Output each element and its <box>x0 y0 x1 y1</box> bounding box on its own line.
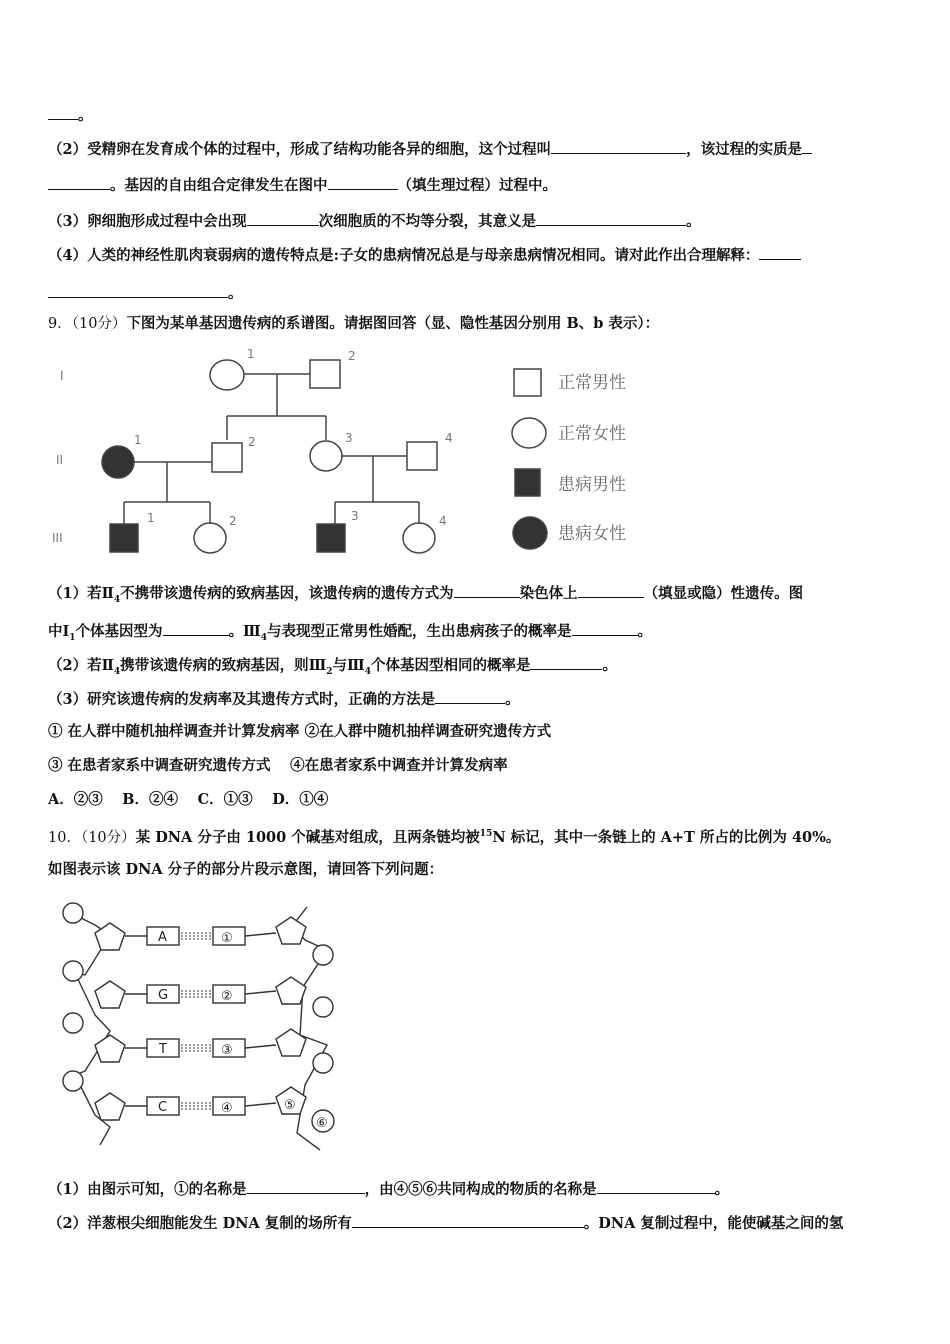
pedigree-number: 4 <box>445 431 453 445</box>
answer-blank[interactable] <box>597 1178 715 1194</box>
q9-part3: （3）研究该遗传病的发病率及其遗传方式时，正确的方法是 。 <box>48 688 520 710</box>
q9-option-line2: ③ 在患者家系中调查研究遗传方式 ④在患者家系中调查并计算发病率 <box>48 757 508 774</box>
base-label: G <box>158 988 169 1003</box>
pedigree-female-I1 <box>210 360 244 390</box>
deoxyribose-icon <box>276 977 306 1004</box>
phosphate-icon <box>313 945 333 965</box>
base-label: C <box>158 1100 168 1115</box>
pedigree-affected-female-II1 <box>102 446 134 478</box>
pedigree-female-III4 <box>403 523 435 553</box>
q8-line1: （2）受精卵在发育成个体的过程中，形成了结构功能各异的细胞，这个过程叫 ，该过程的实质是 <box>48 138 812 160</box>
pentose-label: ⑤ <box>284 1098 296 1113</box>
pedigree-female-III2 <box>194 523 226 553</box>
answer-blank[interactable] <box>48 174 110 190</box>
answer-blank[interactable] <box>551 138 686 154</box>
pedigree-number: 1 <box>134 433 142 447</box>
q10-part2: （2）洋葱根尖细胞能发生 DNA 复制的场所有 。DNA 复制过程中，能使碱基之间的氢 <box>48 1212 843 1234</box>
pedigree-affected-male-III1 <box>110 524 138 552</box>
q8-line5: 。 <box>48 282 243 304</box>
answer-blank[interactable] <box>536 210 686 226</box>
q9-part2: （2）若$Ⅱ_4$携带该遗传病的致病基因，则$Ⅲ_2$与$Ⅲ_4$个体基因型相同的概率是 。 <box>48 654 617 682</box>
answer-blank[interactable] <box>578 582 644 598</box>
gen-label-I: I <box>60 369 64 383</box>
phosphate-icon <box>63 961 83 981</box>
q8-line4: （4）人类的神经性肌肉衰弱病的遗传特点是:子女的患病情况总是与母亲患病情况相同。请对此作出合理解释： <box>48 244 801 266</box>
pair-label: ② <box>221 989 233 1004</box>
legend-affected-female-icon <box>513 517 547 549</box>
answer-blank[interactable] <box>530 654 602 670</box>
gen-label-III: III <box>52 531 63 545</box>
answer-blank[interactable] <box>163 620 229 636</box>
q10-heading: 10．（10分）某 DNA 分子由 1000 个碱基对组成，且两条链均被$^{15}$N 标记，其中一条链上的 A+T 所占的比例为 40%。 <box>48 828 841 846</box>
base-label: T <box>159 1042 167 1057</box>
legend-affected-male: 患病男性 <box>558 475 626 495</box>
pair-label: ① <box>221 931 233 946</box>
legend-affected-female: 患病女性 <box>558 524 626 544</box>
q8-line2: 。基因的自由组合定律发生在图中 （填生理过程）过程中。 <box>48 174 557 196</box>
gen-label-II: II <box>56 453 64 467</box>
pair-label: ④ <box>221 1101 233 1116</box>
answer-blank[interactable] <box>572 620 638 636</box>
legend-normal-female-icon <box>512 418 546 448</box>
deoxyribose-icon <box>95 923 125 950</box>
answer-blank[interactable] <box>802 138 812 154</box>
legend-normal-female: 正常女性 <box>558 424 626 444</box>
answer-blank[interactable] <box>247 1178 365 1194</box>
pedigree-affected-male-III3 <box>317 524 345 552</box>
legend-normal-male: 正常男性 <box>558 373 626 393</box>
answer-blank[interactable] <box>48 282 228 298</box>
pedigree-male-II2 <box>212 443 242 472</box>
pedigree-number: 2 <box>348 349 356 363</box>
answer-blank[interactable] <box>328 174 398 190</box>
pedigree-number: 2 <box>229 514 237 528</box>
legend-normal-male-icon <box>514 369 541 396</box>
pedigree-female-II3 <box>310 441 342 471</box>
q8-line0: 。 <box>48 104 93 126</box>
q9-part1-line1: （1）若$Ⅱ_4$不携带该遗传病的致病基因，该遗传病的遗传方式为 染色体上 （填显或隐）性遗传。图 <box>48 582 803 610</box>
phosphate-icon <box>63 1071 83 1091</box>
answer-blank[interactable] <box>48 104 78 120</box>
phosphate-icon <box>313 997 333 1017</box>
pedigree-number: 3 <box>351 509 359 523</box>
deoxyribose-icon <box>95 1093 125 1120</box>
pedigree-number: 2 <box>248 435 256 449</box>
pedigree-male-I2 <box>310 360 340 388</box>
answer-blank[interactable] <box>247 210 319 226</box>
dna-diagram <box>55 895 355 1155</box>
pedigree-number: 3 <box>345 431 353 445</box>
q10-heading2: 如图表示该 DNA 分子的部分片段示意图，请回答下列问题： <box>48 861 444 878</box>
deoxyribose-icon <box>276 1029 306 1056</box>
answer-blank[interactable] <box>435 688 505 704</box>
q9-heading: 9．（10分）下图为某单基因遗传病的系谱图。请据图回答（显、隐性基因分别用 B、b 表示）： <box>48 315 660 332</box>
base-label: A <box>158 930 167 945</box>
deoxyribose-icon <box>95 981 125 1008</box>
q8-line3: （3）卵细胞形成过程中会出现 次细胞质的不均等分裂，其意义是 。 <box>48 210 701 232</box>
q9-part1-line2: 中$Ⅰ_1$个体基因型为 。$Ⅲ_4$与表现型正常男性婚配，生出患病孩子的概率是 。 <box>48 620 652 648</box>
q9-choices: A．②③ B．②④ C．①③ D．①④ <box>48 791 329 808</box>
q10-part1: （1）由图示可知，①的名称是 ，由④⑤⑥共同构成的物质的名称是 。 <box>48 1178 729 1200</box>
phosphate-label: ⑥ <box>316 1116 328 1131</box>
legend-affected-male-icon <box>515 469 540 496</box>
answer-blank[interactable] <box>759 244 801 260</box>
pair-label: ③ <box>221 1043 233 1058</box>
deoxyribose-icon <box>276 917 306 944</box>
q9-option-line1: ① 在人群中随机抽样调查并计算发病率 ②在人群中随机抽样调查研究遗传方式 <box>48 723 552 740</box>
phosphate-icon <box>313 1053 333 1073</box>
pedigree-chart <box>40 340 660 560</box>
phosphate-icon <box>63 1013 83 1033</box>
pedigree-number: 4 <box>439 514 447 528</box>
deoxyribose-icon <box>95 1035 125 1062</box>
pedigree-number: 1 <box>147 511 155 525</box>
answer-blank[interactable] <box>352 1212 584 1228</box>
pedigree-male-II4 <box>407 442 437 470</box>
answer-blank[interactable] <box>454 582 520 598</box>
phosphate-icon <box>63 903 83 923</box>
pedigree-number: 1 <box>247 347 255 361</box>
